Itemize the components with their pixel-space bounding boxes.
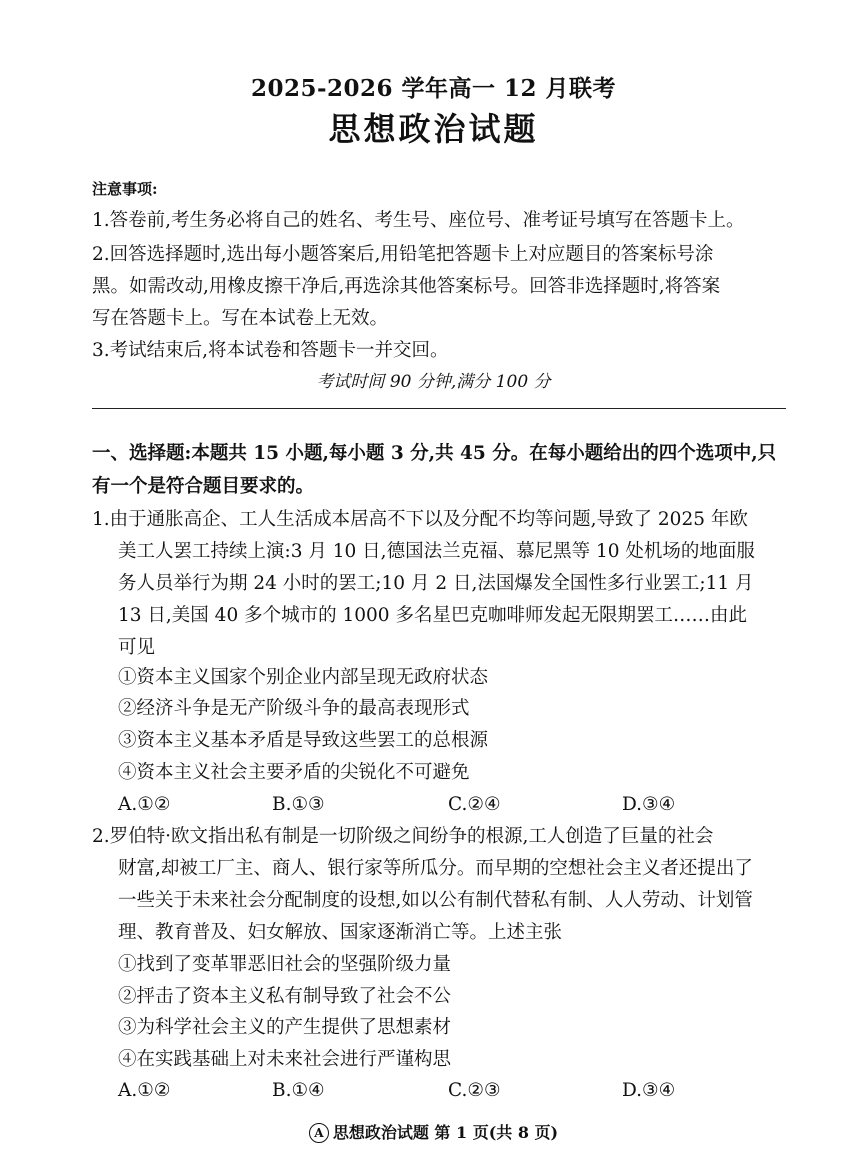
divider [92,408,786,409]
statement: ④在实践基础上对未来社会进行严谨构思 [118,1049,452,1070]
notice-line: 1.答卷前,考生务必将自己的姓名、考生号、座位号、准考证号填写在答题卡上。 [92,210,745,231]
question-stem: 财富,却被工厂主、商人、银行家等所瓜分。而早期的空想社会主义者还提出了 [118,858,753,879]
statement: ③资本主义基本矛盾是导致这些罢工的总根源 [118,730,489,751]
section-heading: 一、选择题:本题共 15 小题,每小题 3 分,共 45 分。在每小题给出的四个选项中,只 [92,443,777,464]
page-footer [0,1120,867,1143]
notice-heading: 注意事项: [92,180,158,198]
exam-info: 考试时间 90 分钟,满分 100 分 [316,372,551,392]
statement: ①资本主义国家个别企业内部呈现无政府状态 [118,667,489,688]
choice-b[interactable]: B.①③ [272,794,325,815]
question-stem: 务人员举行为期 24 小时的罢工;10 月 2 日,法国爆发全国性多行业罢工;11 月 [118,573,754,594]
footer-text: 思想政治试题 第 1 页(共 8 页) [332,1123,559,1142]
statement: ④资本主义社会主要矛盾的尖锐化不可避免 [118,762,470,783]
section-heading: 有一个是符合题目要求的。 [92,476,315,497]
statement: ①找到了变革罪恶旧社会的坚强阶级力量 [118,954,452,975]
notice-line: 写在答题卡上。写在本试卷上无效。 [92,308,389,329]
version-badge-icon: A [309,1123,329,1143]
choice-d[interactable]: D.③④ [622,1080,676,1101]
exam-title: 2025-2026 学年高一 12 月联考 [250,75,617,102]
statement: ②抨击了资本主义私有制导致了社会不公 [118,986,452,1007]
statement: ②经济斗争是无产阶级斗争的最高表现形式 [118,698,470,719]
question-stem: 可见 [118,637,156,658]
choice-a[interactable]: A.①② [118,1080,171,1101]
notice-line: 3.考试结束后,将本试卷和答题卡一并交回。 [92,340,449,361]
choice-b[interactable]: B.①④ [272,1080,325,1101]
choice-c[interactable]: C.②③ [448,1080,501,1101]
choice-a[interactable]: A.①② [118,794,171,815]
question-stem: 13 日,美国 40 多个城市的 1000 多名星巴克咖啡师发起无限期罢工……由此 [118,605,747,626]
subject-title: 思想政治试题 [328,110,539,148]
question-stem: 2.罗伯特·欧文指出私有制是一切阶级之间纷争的根源,工人创造了巨量的社会 [92,826,714,847]
question-stem: 美工人罢工持续上演:3 月 10 日,德国法兰克福、慕尼黑等 10 处机场的地面服 [118,541,755,562]
question-stem: 一些关于未来社会分配制度的设想,如以公有制代替私有制、人人劳动、计划管 [118,890,753,911]
choice-c[interactable]: C.②④ [448,794,501,815]
question-stem: 1.由于通胀高企、工人生活成本居高不下以及分配不均等问题,导致了 2025 年欧 [92,509,748,530]
notice-line: 黑。如需改动,用橡皮擦干净后,再选涂其他答案标号。回答非选择题时,将答案 [92,276,721,297]
question-stem: 理、教育普及、妇女解放、国家逐渐消亡等。上述主张 [118,922,563,943]
statement: ③为科学社会主义的产生提供了思想素材 [118,1017,452,1038]
choice-d[interactable]: D.③④ [622,794,676,815]
notice-line: 2.回答选择题时,选出每小题答案后,用铅笔把答题卡上对应题目的答案标号涂 [92,244,714,265]
